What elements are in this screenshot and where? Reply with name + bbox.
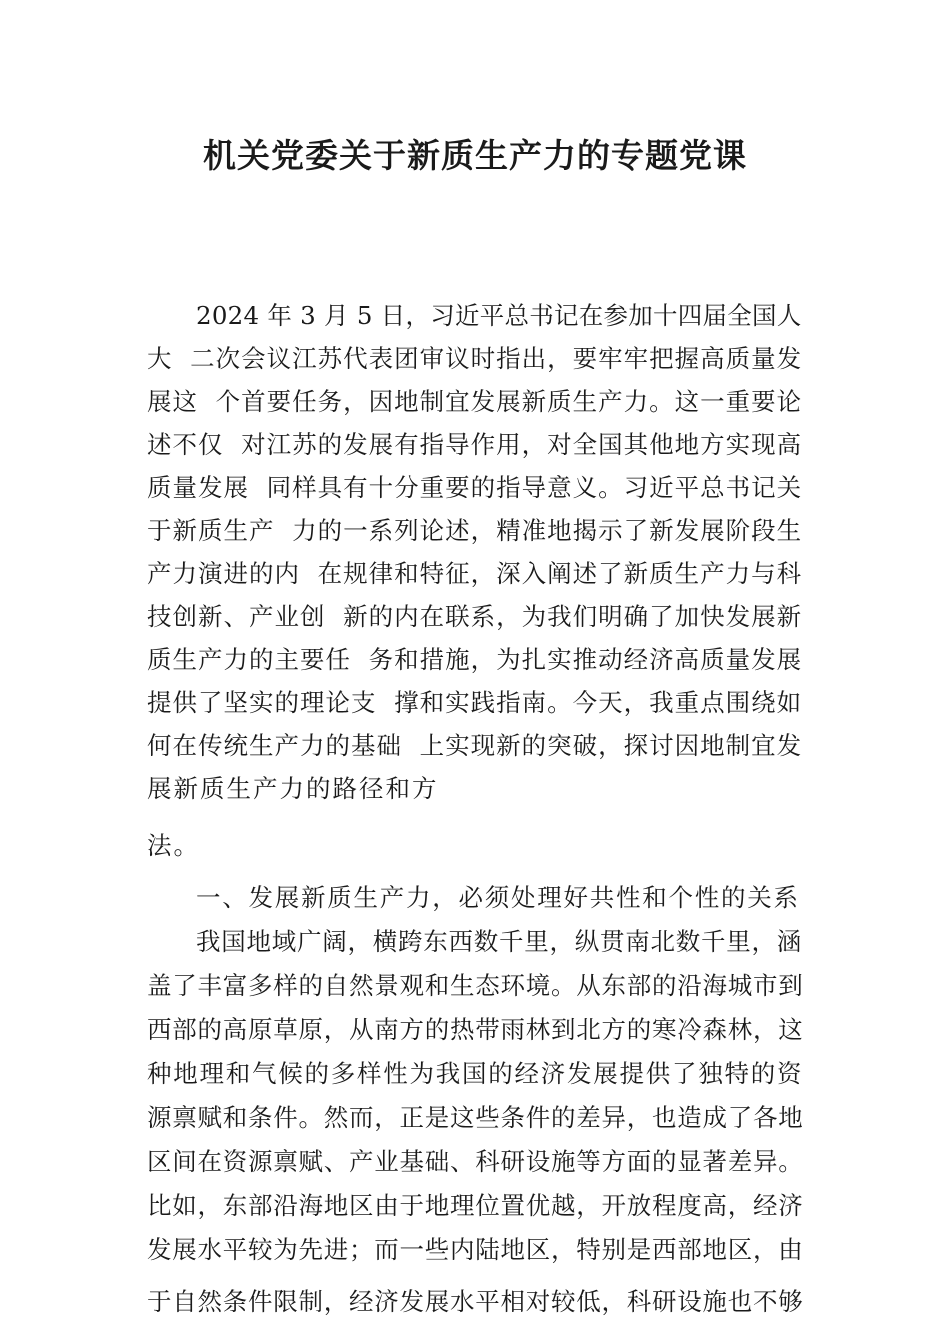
paragraph-line: 技创新、产业创 新的内在联系，为我们明确了加快发展新	[147, 602, 803, 631]
paragraph-line: 大 二次会议江苏代表团审议时指出，要牢牢把握高质量发	[147, 344, 803, 373]
paragraph-line: 西部的高原草原，从南方的热带雨林到北方的寒冷森林，这	[147, 1015, 804, 1044]
paragraph-line: 我国地域广阔，横跨东西数千里，纵贯南北数千里，涵	[196, 927, 802, 956]
paragraph-line: 展新质生产力的路径和方	[147, 774, 439, 803]
paragraph-line: 展这 个首要任务，因地制宜发展新质生产力。这一重要论	[147, 387, 803, 416]
paragraph-line: 区间在资源禀赋、产业基础、科研设施等方面的显著差异。	[147, 1147, 804, 1176]
paragraph-line: 述不仅 对江苏的发展有指导作用，对全国其他地方实现高	[147, 430, 803, 459]
paragraph-line: 比如，东部沿海地区由于地理位置优越，开放程度高，经济	[147, 1191, 804, 1220]
section-heading: 一、发展新质生产力，必须处理好共性和个性的关系	[196, 883, 800, 912]
paragraph-line: 产力演进的内 在规律和特征，深入阐述了新质生产力与科	[147, 559, 803, 588]
paragraph-line: 何在传统生产力的基础 上实现新的突破，探讨因地制宜发	[147, 731, 803, 760]
paragraph-line: 发展水平较为先进；而一些内陆地区，特别是西部地区，由	[147, 1235, 804, 1264]
page-title: 机关党委关于新质生产力的专题党课	[203, 136, 747, 175]
paragraph-line-tail: 法。	[147, 831, 200, 860]
paragraph-line: 质生产力的主要任 务和措施，为扎实推动经济高质量发展	[147, 645, 803, 674]
paragraph-line: 盖了丰富多样的自然景观和生态环境。从东部的沿海城市到	[147, 971, 804, 1000]
paragraph-line: 提供了坚实的理论支 撑和实践指南。今天，我重点围绕如	[147, 688, 803, 717]
paragraph-line: 源禀赋和条件。然而，正是这些条件的差异，也造成了各地	[147, 1103, 804, 1132]
paragraph-line: 于新质生产 力的一系列论述，精准地揭示了新发展阶段生	[147, 516, 803, 545]
paragraph-line: 质量发展 同样具有十分重要的指导意义。习近平总书记关	[147, 473, 803, 502]
paragraph-line: 种地理和气候的多样性为我国的经济发展提供了独特的资	[147, 1059, 804, 1088]
paragraph-line: 2024 年 3 月 5 日，习近平总书记在参加十四届全国人	[196, 301, 802, 330]
paragraph-line: 于自然条件限制，经济发展水平相对较低，科研设施也不够	[147, 1287, 804, 1316]
